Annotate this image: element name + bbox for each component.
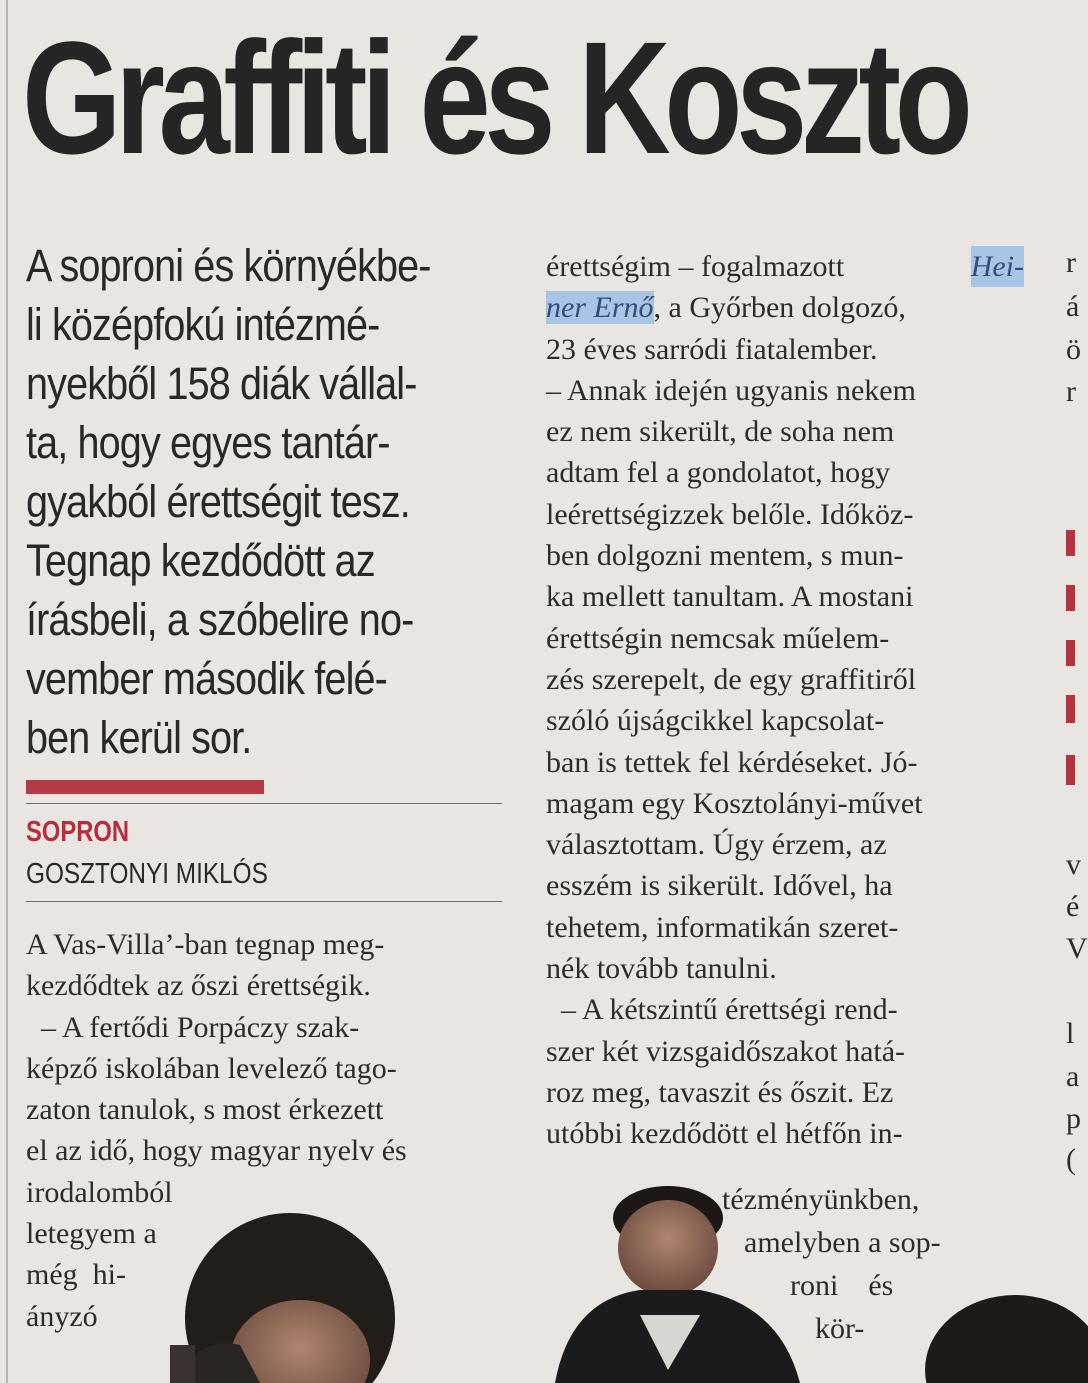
text-line: ez nem sikerült, de soha nem xyxy=(546,415,895,449)
text-line: letegyem a xyxy=(26,1217,157,1251)
edge-red-mark xyxy=(1066,695,1075,723)
text-line: adtam fel a gondolatot, hogy xyxy=(546,456,891,490)
edge-red-mark xyxy=(1066,585,1075,611)
text-line: választottam. Úgy érzem, az xyxy=(546,828,887,862)
text-line xyxy=(546,287,1024,328)
text-line: kezdődtek az őszi érettségik. xyxy=(26,969,371,1003)
text-line: szer két vizsgaidőszakot hatá- xyxy=(546,1034,906,1068)
edge-red-mark xyxy=(1066,530,1075,556)
lead-line: vember második felé- xyxy=(26,653,387,704)
text-line: nék tovább tanulni. xyxy=(546,952,777,986)
text-segment: , a Győrben dolgozó, xyxy=(653,291,906,325)
edge-red-mark xyxy=(1066,755,1075,785)
article-column-1 xyxy=(26,924,504,1337)
section-accent-bar xyxy=(26,780,264,794)
edge-text-fragment: a xyxy=(1066,1060,1080,1093)
headline: Graffiti és Koszto xyxy=(22,8,967,187)
lead-line: ta, hogy egyes tantár- xyxy=(26,417,390,468)
text-line: ben dolgozni mentem, s mun- xyxy=(546,539,904,573)
text-line xyxy=(546,246,1024,287)
highlighted-name: Hei- xyxy=(971,246,1024,287)
lead-line: ben kerül sor. xyxy=(26,712,252,763)
text-line: A Vas-Villa’-ban tegnap meg- xyxy=(26,928,385,961)
text-line: amelyben a sop- xyxy=(744,1226,941,1259)
text-line: roz meg, tavaszit és őszit. Ez xyxy=(546,1075,894,1109)
text-line: – Annak idején ugyanis nekem xyxy=(546,373,916,407)
edge-text-fragment: l xyxy=(1066,1017,1075,1050)
divider xyxy=(26,901,502,902)
text-line: el az idő, hogy magyar nyelv és xyxy=(26,1134,407,1168)
text-line: esszém is sikerült. Idővel, ha xyxy=(546,869,893,903)
edge-text-fragment: r xyxy=(1066,375,1076,408)
edge-text-fragment: V xyxy=(1066,932,1088,965)
text-line: leérettségizzek belőle. Időköz- xyxy=(546,497,914,531)
dateline-location: SOPRON xyxy=(26,816,130,848)
text-line: kör- xyxy=(815,1312,865,1345)
text-line: ka mellett tanultam. A mostani xyxy=(546,580,914,614)
text-line: érettségin nemcsak műelem- xyxy=(546,621,890,655)
text-line: még hi- xyxy=(26,1258,126,1292)
divider xyxy=(26,803,502,804)
lead-paragraph xyxy=(26,236,501,767)
edge-text-fragment: á xyxy=(1066,290,1080,323)
text-line: – A fertődi Porpáczy szak- xyxy=(26,1010,360,1044)
lead-line: nyekből 158 diák vállal- xyxy=(26,358,417,409)
highlighted-name: ner Ernő xyxy=(546,291,654,325)
lead-line: írásbeli, a szóbelire no- xyxy=(26,594,414,645)
text-line: zaton tanulok, s most érkezett xyxy=(26,1093,384,1127)
edge-text-fragment: ö xyxy=(1066,333,1081,366)
byline-author: GOSZTONYI MIKLÓS xyxy=(26,858,268,890)
article-column-2 xyxy=(546,246,1024,1155)
edge-red-mark xyxy=(1066,640,1075,666)
text-line: ányzó xyxy=(26,1299,98,1333)
text-line: tehetem, informatikán szeret- xyxy=(546,910,899,944)
lead-line: gyakból érettségit tesz. xyxy=(26,476,410,527)
edge-text-fragment: r xyxy=(1066,246,1076,279)
edge-text-fragment: p xyxy=(1066,1102,1081,1135)
text-line: zés szerepelt, de egy graffitiről xyxy=(546,662,917,696)
text-line: szóló újságcikkel kapcsolat- xyxy=(546,704,885,738)
text-segment: érettségim – fogalmazott xyxy=(546,250,845,283)
edge-text-fragment: ( xyxy=(1066,1143,1076,1176)
text-line: ban is tettek fel kérdéseket. Jó- xyxy=(546,745,918,779)
text-line: utóbbi kezdődött el hétfőn in- xyxy=(546,1117,903,1151)
edge-text-fragment: v xyxy=(1066,848,1081,881)
text-line: – A kétszintű érettségi rend- xyxy=(546,993,898,1027)
text-line: tézményünkben, xyxy=(722,1183,920,1216)
lead-line: li középfokú intézmé- xyxy=(26,299,380,350)
lead-line: Tegnap kezdődött az xyxy=(26,535,375,586)
text-line: roni és xyxy=(790,1269,894,1302)
text-line: 23 éves sarródi fiatalember. xyxy=(546,332,878,366)
lead-line: A soproni és környékbe- xyxy=(26,240,431,291)
text-line: magam egy Kosztolányi-művet xyxy=(546,786,923,820)
text-line: irodalomból xyxy=(26,1175,173,1209)
edge-text-fragment: é xyxy=(1066,890,1080,923)
text-line: képző iskolában levelező tago- xyxy=(26,1051,397,1085)
